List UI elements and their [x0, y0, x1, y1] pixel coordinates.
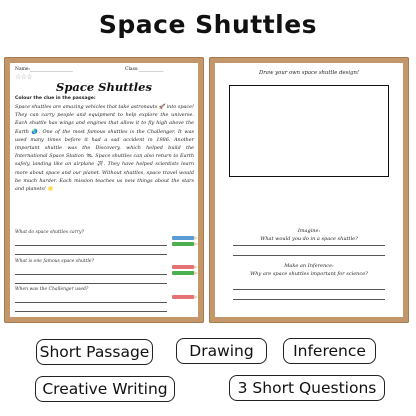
tag-short-passage: Short Passage: [36, 339, 153, 365]
answer-line: [15, 283, 167, 284]
tag-inference: Inference: [283, 338, 376, 364]
pencil-icon: [172, 265, 194, 269]
tag-creative-writing: Creative Writing: [35, 376, 175, 402]
reading-worksheet-paper: [10, 63, 198, 317]
answer-line: [15, 254, 167, 255]
question-text: When was the Challenger used?: [15, 287, 89, 292]
imagine-section: [215, 227, 403, 243]
answer-line: [233, 289, 385, 290]
answer-line: [15, 302, 167, 303]
answer-line: [233, 299, 385, 300]
tag-drawing: Drawing: [176, 338, 267, 364]
answer-line: [15, 274, 167, 275]
drawing-box: [229, 85, 389, 177]
activity-worksheet-preview: [209, 57, 409, 323]
question-text: What do space shuttles carry?: [15, 230, 84, 235]
question-item-2: [15, 259, 193, 284]
reading-passage: Space shuttles are amazing vehicles that take astronauts 🚀 into space! They can carry people and equipment to help explore the universe. Each shuttle has wings and engines that allow it to fly high above the Earth 🌏. One of the most famous shuttles is the Challenger. It was used many times before it had a sad accident in 1986. Another important shuttle was the Discovery, which helped build the International Space Station 🛰. Space shuttles can also return to Earth safely, landing like an airplane ✈. They have helped scientists learn more about space and our planet. Without shuttles, space travel would be much harder. Each mission teaches us new things about the stars and planets! 🌟: [15, 104, 194, 193]
answer-line: [15, 245, 167, 246]
instruction-text: Colour the clue in the passage:: [15, 96, 96, 101]
question-text: What is one famous space shuttle?: [15, 259, 95, 264]
inference-label: Make an Inference:: [284, 263, 334, 269]
question-item-3: [15, 287, 193, 312]
reading-worksheet-preview: [4, 57, 204, 323]
name-field-label: Name:___________________: [15, 67, 73, 72]
pencil-icon: [172, 295, 194, 299]
tag-3-short-questions: 3 Short Questions: [229, 375, 385, 401]
imagine-question: What would you do in a space shuttle?: [260, 236, 358, 242]
imagine-label: Imagine:: [297, 228, 321, 234]
rating-stars-icon: ☆☆☆: [15, 73, 33, 81]
name-class-row: [15, 67, 193, 72]
activity-worksheet-paper: [215, 63, 403, 317]
question-item-1: [15, 230, 193, 255]
answer-line: [233, 245, 385, 246]
worksheet-title: Space Shuttles: [56, 80, 152, 94]
answer-line: [15, 311, 167, 312]
answer-line: [233, 255, 385, 256]
pencil-icon: [172, 271, 194, 275]
inference-question: Why are space shuttles important for science?: [250, 271, 368, 277]
inference-section: [215, 262, 403, 278]
drawing-prompt: Draw your own space shuttle design!: [258, 70, 359, 76]
pencil-icon: [172, 242, 194, 246]
page-title: Space Shuttles: [98, 10, 318, 39]
class-field-label: Class:___________: [125, 67, 164, 72]
pencil-icon: [172, 236, 194, 240]
